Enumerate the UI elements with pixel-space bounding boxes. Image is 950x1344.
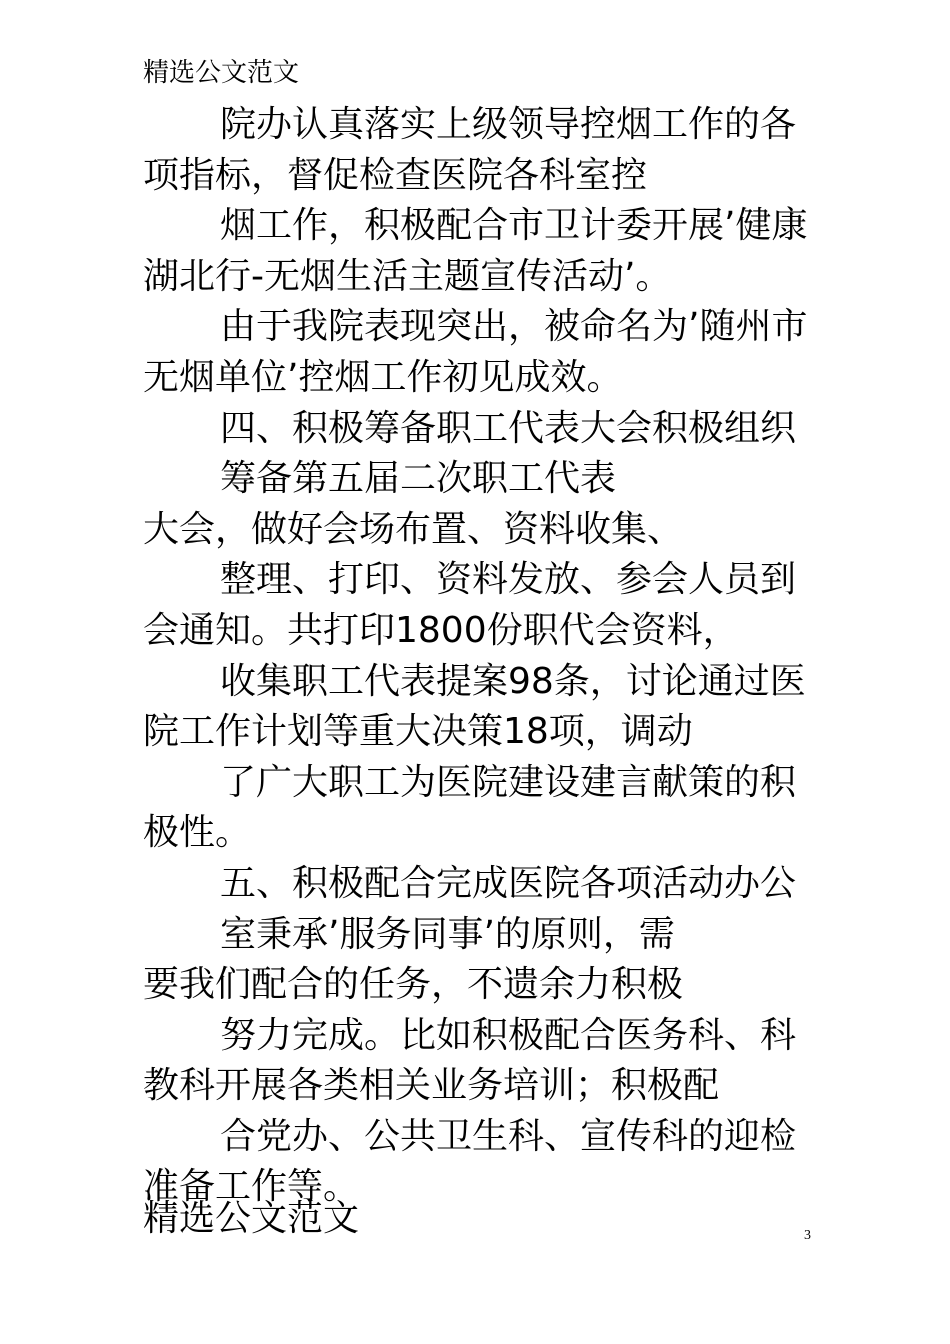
text-line: 烟工作，积极配合市卫计委开展’健康 xyxy=(220,205,808,247)
text-line: 会通知。共打印1800份职代会资料， xyxy=(143,609,739,651)
text-line: 了广大职工为医院建设建言献策的积 xyxy=(220,761,797,803)
text-line: 准备工作等。 xyxy=(143,1166,360,1208)
body-text xyxy=(143,100,863,1213)
text-line: 无烟单位’控烟工作初见成效。 xyxy=(143,356,623,398)
text-line: 由于我院表现突出，被命名为’随州市 xyxy=(220,306,808,348)
text-line: 室秉承’服务同事’的原则，需 xyxy=(220,913,675,955)
text-line: 要我们配合的任务，不遗余力积极 xyxy=(143,964,684,1006)
text-line: 合党办、公共卫生科、宣传科的迎检 xyxy=(220,1115,797,1157)
text-line: 五、积极配合完成医院各项活动办公 xyxy=(220,862,797,904)
text-line: 整理、打印、资料发放、参会人员到 xyxy=(220,559,797,601)
text-line: 四、积极筹备职工代表大会积极组织 xyxy=(220,407,797,449)
page-header: 精选公文范文 xyxy=(143,58,300,88)
text-line: 努力完成。比如积极配合医务科、科 xyxy=(220,1014,797,1056)
text-line: 筹备第五届二次职工代表 xyxy=(220,458,617,500)
text-line: 项指标，督促检查医院各科室控 xyxy=(143,154,648,196)
text-line: 院办认真落实上级领导控烟工作的各 xyxy=(220,104,797,145)
page-number: 3 xyxy=(804,1228,811,1243)
text-line: 湖北行-无烟生活主题宣传活动’。 xyxy=(143,255,672,297)
text-line: 极性。 xyxy=(143,812,252,854)
text-line: 收集职工代表提案98条，讨论通过医 xyxy=(220,660,806,702)
text-line: 院工作计划等重大决策18项，调动 xyxy=(143,711,693,753)
text-line: 教科开展各类相关业务培训；积极配 xyxy=(143,1065,720,1107)
page-footer: 精选公文范文 xyxy=(143,1198,360,1239)
text-line: 大会，做好会场布置、资料收集、 xyxy=(143,508,684,550)
